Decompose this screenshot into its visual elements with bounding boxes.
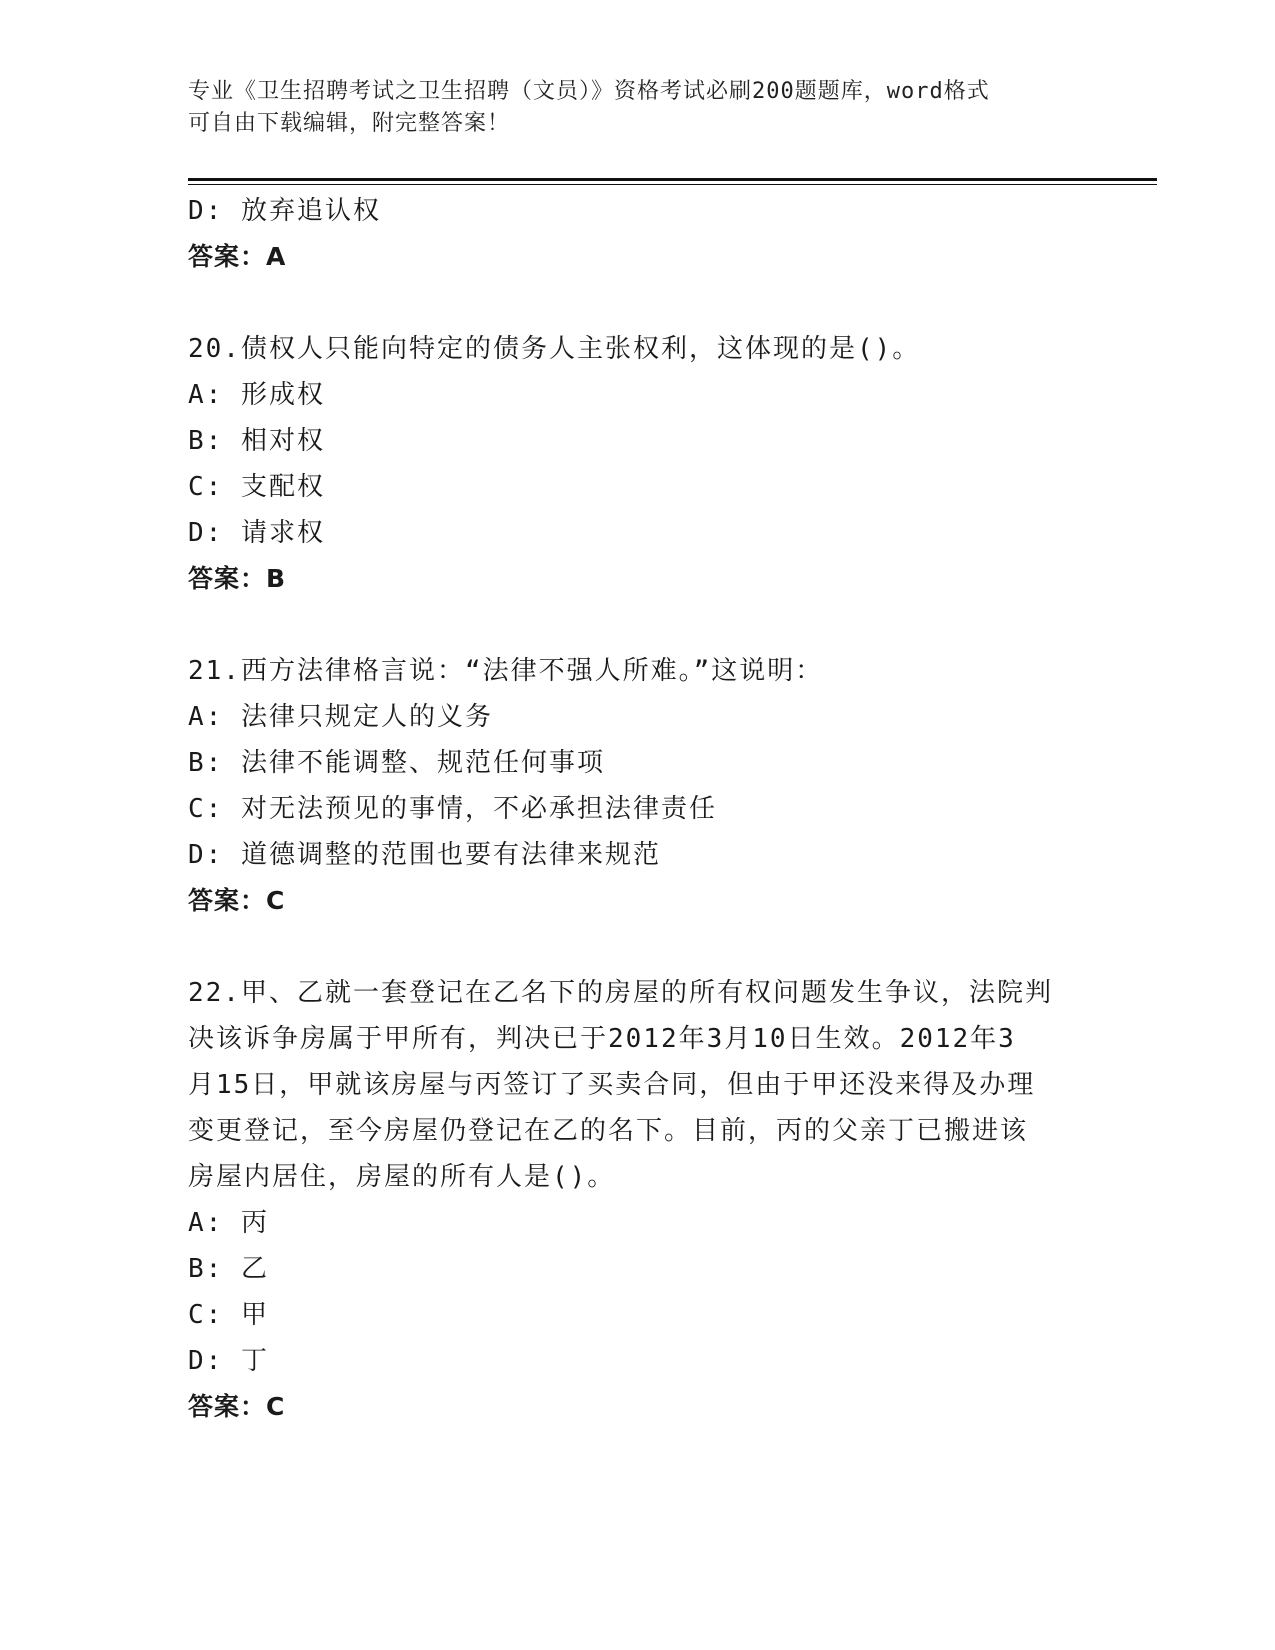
- q21-option-a: A: 法律只规定人的义务: [188, 702, 493, 732]
- spacer: [188, 280, 1088, 326]
- spacer: [188, 602, 1088, 648]
- prev-answer: 答案：A: [188, 242, 287, 271]
- q20-answer: 答案：B: [188, 564, 287, 593]
- header-line-2: 可自由下载编辑，附完整答案！: [188, 111, 511, 136]
- q21-question: 21.西方法律格言说：“法律不强人所难。”这说明：: [188, 656, 824, 686]
- q22-question-line-5: 房屋内居住，房屋的所有人是()。: [188, 1162, 616, 1192]
- q21-option-b: B: 法律不能调整、规范任何事项: [188, 748, 605, 778]
- header-rule-thick: [188, 178, 1157, 181]
- spacer: [188, 924, 1088, 970]
- q21-answer: 答案：C: [188, 886, 286, 915]
- q22-option-b: B: 乙: [188, 1254, 269, 1284]
- q21-option-d: D: 道德调整的范围也要有法律来规范: [188, 840, 661, 870]
- q22-question-line-4: 变更登记，至今房屋仍登记在乙的名下。目前，丙的父亲丁已搬进该: [188, 1116, 1029, 1146]
- q20-option-a: A: 形成权: [188, 380, 325, 410]
- q22-question-line-3: 月15日，甲就该房屋与丙签订了买卖合同，但由于甲还没来得及办理: [188, 1070, 1036, 1100]
- prev-option-d: D: 放弃追认权: [188, 196, 381, 226]
- header-rule-thin: [188, 184, 1157, 185]
- document-header: [188, 76, 1088, 140]
- q22-option-c: C: 甲: [188, 1300, 269, 1330]
- q22-option-a: A: 丙: [188, 1208, 269, 1238]
- q20-option-b: B: 相对权: [188, 426, 325, 456]
- q20-option-d: D: 请求权: [188, 518, 325, 548]
- q22-question-line-1: 22.甲、乙就一套登记在乙名下的房屋的所有权问题发生争议，法院判: [188, 978, 1053, 1008]
- q22-question-line-2: 决该诉争房属于甲所有，判决已于2012年3月10日生效。2012年3: [188, 1024, 1016, 1054]
- q22-answer: 答案：C: [188, 1392, 286, 1421]
- header-line-1: 专业《卫生招聘考试之卫生招聘（文员）》资格考试必刷200题题库，word格式: [188, 79, 990, 104]
- q21-option-c: C: 对无法预见的事情，不必承担法律责任: [188, 794, 717, 824]
- q20-option-c: C: 支配权: [188, 472, 325, 502]
- question-content: [188, 188, 1088, 1430]
- q22-option-d: D: 丁: [188, 1346, 269, 1376]
- q20-question: 20.债权人只能向特定的债务人主张权利，这体现的是()。: [188, 334, 921, 364]
